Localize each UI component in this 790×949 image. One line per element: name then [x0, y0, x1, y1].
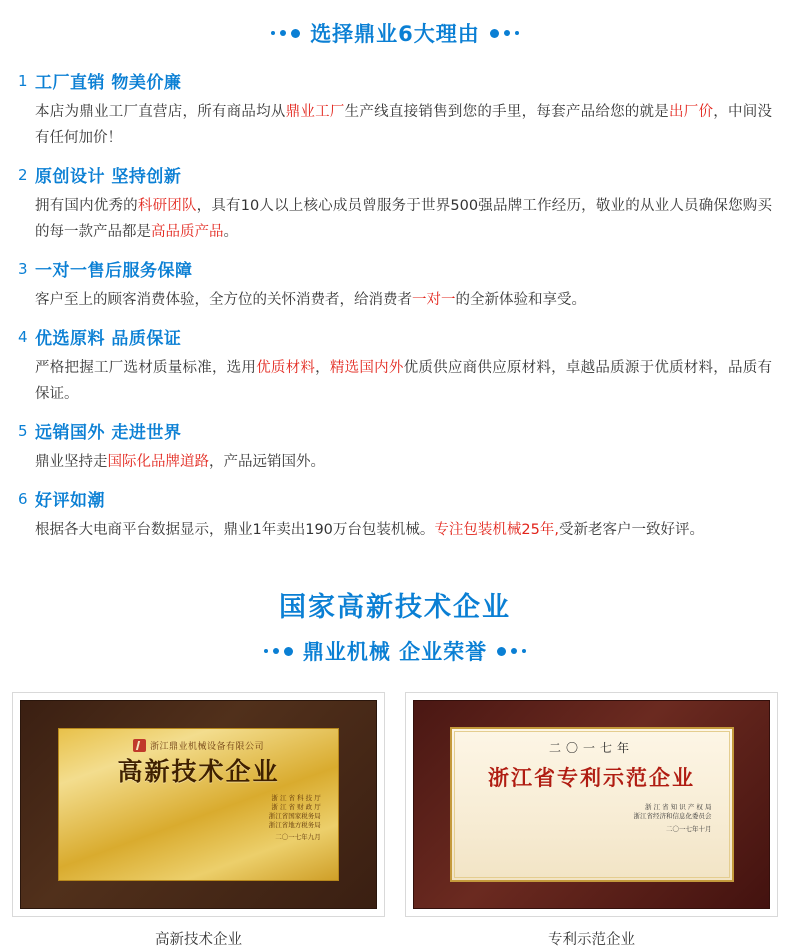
reason-number: 4 — [18, 328, 28, 346]
reason-item — [18, 328, 772, 407]
issuer-line: 浙江省经济和信息化委员会 — [633, 811, 712, 820]
dot-icon — [291, 29, 300, 38]
honor-sub-heading — [0, 636, 790, 666]
certificate-issuers — [462, 803, 722, 821]
reason-text — [35, 449, 772, 475]
plaque-high-tech — [20, 700, 377, 909]
reason-text-part: 。 — [223, 224, 238, 240]
reason-number: 1 — [18, 72, 28, 90]
reason-text — [35, 287, 772, 313]
reason-body — [35, 166, 772, 245]
reason-item — [18, 490, 772, 543]
reason-body — [35, 260, 772, 313]
reason-text-part: 优质供应商供应原材料，卓越品质源于优质材料，品质有保证。 — [35, 360, 773, 402]
reason-text-part: ，具有10人以上核心成员曾服务于世界500强品牌工作经历，敬业的从业人员确保您购买的每一款产品都是 — [35, 198, 773, 240]
honor-sub-heading-text: 鼎业机械 企业荣誉 — [302, 640, 488, 664]
dot-icon — [280, 30, 286, 36]
reason-text-highlight: 高品质产品 — [151, 224, 224, 240]
certificate-card — [405, 692, 778, 949]
reason-text-part: ，中间没有任何加价！ — [35, 104, 773, 146]
reason-text-part: 受新老客户一致好评。 — [558, 522, 704, 538]
dot-icon — [522, 649, 526, 653]
reason-item — [18, 422, 772, 475]
reason-text — [35, 193, 772, 245]
reason-text-part: ， — [315, 360, 330, 376]
certificate-year: 二〇一七年 — [548, 740, 634, 755]
page-root — [0, 18, 790, 948]
reason-body — [35, 422, 772, 475]
reason-text-part: 的全新体验和享受。 — [455, 292, 586, 308]
issuer-line: 浙 江 省 财 政 厅 — [271, 802, 321, 811]
heading-dots-right — [497, 647, 526, 656]
certificate-card — [12, 692, 385, 949]
heading-dots-left — [264, 647, 293, 656]
dot-icon — [273, 648, 279, 654]
company-logo-icon — [133, 739, 146, 752]
certificate-caption: 专利示范企业 — [548, 932, 635, 948]
certificate-headline: 浙江省专利示范企业 — [488, 765, 695, 790]
dot-icon — [490, 29, 499, 38]
dot-icon — [264, 649, 268, 653]
reason-title: 一对一售后服务保障 — [35, 261, 193, 281]
reason-text-highlight: 出厂价 — [669, 104, 714, 120]
reasons-heading-text: 选择鼎业6大理由 — [310, 22, 480, 46]
reason-text-part: 客户至上的顾客消费体验，全方位的关怀消费者，给消费者 — [35, 292, 412, 308]
certificate-date: 二〇一七年十月 — [666, 824, 712, 833]
reason-body — [35, 328, 772, 407]
reason-text-highlight: 科研团队 — [137, 198, 197, 214]
dot-icon — [271, 31, 275, 35]
certificate-gallery — [0, 692, 790, 949]
issuer-line: 浙 江 省 知 识 产 权 局 — [645, 802, 712, 811]
reason-body — [35, 490, 772, 543]
certificate-issuers — [68, 794, 328, 830]
reason-title: 远销国外 走进世界 — [35, 423, 182, 443]
dot-icon — [497, 647, 506, 656]
certificate-date: 二〇一七年九月 — [275, 832, 321, 841]
reason-text-part: ，产品远销国外。 — [209, 454, 325, 470]
reasons-list — [0, 72, 790, 543]
certificate-company-name: 浙江鼎业机械设备有限公司 — [149, 741, 264, 752]
reason-number: 2 — [18, 166, 28, 184]
gold-plate — [58, 728, 338, 881]
reason-number: 6 — [18, 490, 28, 508]
reason-text — [35, 355, 772, 407]
reason-text — [35, 517, 772, 543]
certificate-headline: 高新技术企业 — [117, 756, 280, 786]
certificate-company-line — [133, 739, 264, 752]
reason-text-part: 根据各大电商平台数据显示，鼎业1年卖出190万台包装机械。 — [35, 522, 435, 538]
issuer-line: 浙江省地方税务局 — [268, 820, 321, 829]
reason-text-part: 严格把握工厂选材质量标准，选用 — [35, 360, 257, 376]
reason-title: 原创设计 坚持创新 — [35, 167, 182, 187]
dot-icon — [284, 647, 293, 656]
reason-text-highlight: 一对一 — [412, 292, 456, 308]
issuer-line: 浙 江 省 科 技 厅 — [271, 793, 321, 802]
reason-text-part: 鼎业坚持走 — [35, 454, 108, 470]
reason-title: 优选原料 品质保证 — [35, 329, 182, 349]
dot-icon — [515, 31, 519, 35]
reason-text-highlight: 优质材料 — [256, 360, 316, 376]
reason-number: 3 — [18, 260, 28, 278]
reason-text-highlight: 精选国内外 — [329, 360, 404, 376]
reason-text-highlight: 专注包装机械25年, — [434, 522, 559, 538]
certificate-image-frame — [12, 692, 385, 917]
cream-plate — [450, 727, 734, 882]
reason-item — [18, 260, 772, 313]
plaque-patent-demo — [413, 700, 770, 909]
heading-dots-left — [271, 29, 300, 38]
reason-text-part: 本店为鼎业工厂直营店，所有商品均从 — [35, 104, 286, 120]
dot-icon — [511, 648, 517, 654]
reason-number: 5 — [18, 422, 28, 440]
heading-dots-right — [490, 29, 519, 38]
reason-text-highlight: 鼎业工厂 — [285, 104, 345, 120]
reasons-section-heading — [0, 18, 790, 48]
reason-item — [18, 166, 772, 245]
reason-text-part: 拥有国内优秀的 — [35, 198, 138, 214]
reason-item — [18, 72, 772, 151]
certificate-image-frame — [405, 692, 778, 917]
honor-main-title: 国家高新技术企业 — [279, 592, 511, 623]
certificate-caption: 高新技术企业 — [155, 932, 242, 948]
reason-text — [35, 99, 772, 151]
reason-body — [35, 72, 772, 151]
reason-text-part: 生产线直接销售到您的手里，每套产品给您的就是 — [344, 104, 670, 120]
reason-title: 好评如潮 — [35, 491, 105, 511]
dot-icon — [504, 30, 510, 36]
issuer-line: 浙江省国家税务局 — [268, 811, 321, 820]
reason-text-highlight: 国际化品牌道路 — [107, 454, 209, 470]
reason-title: 工厂直销 物美价廉 — [35, 73, 182, 93]
